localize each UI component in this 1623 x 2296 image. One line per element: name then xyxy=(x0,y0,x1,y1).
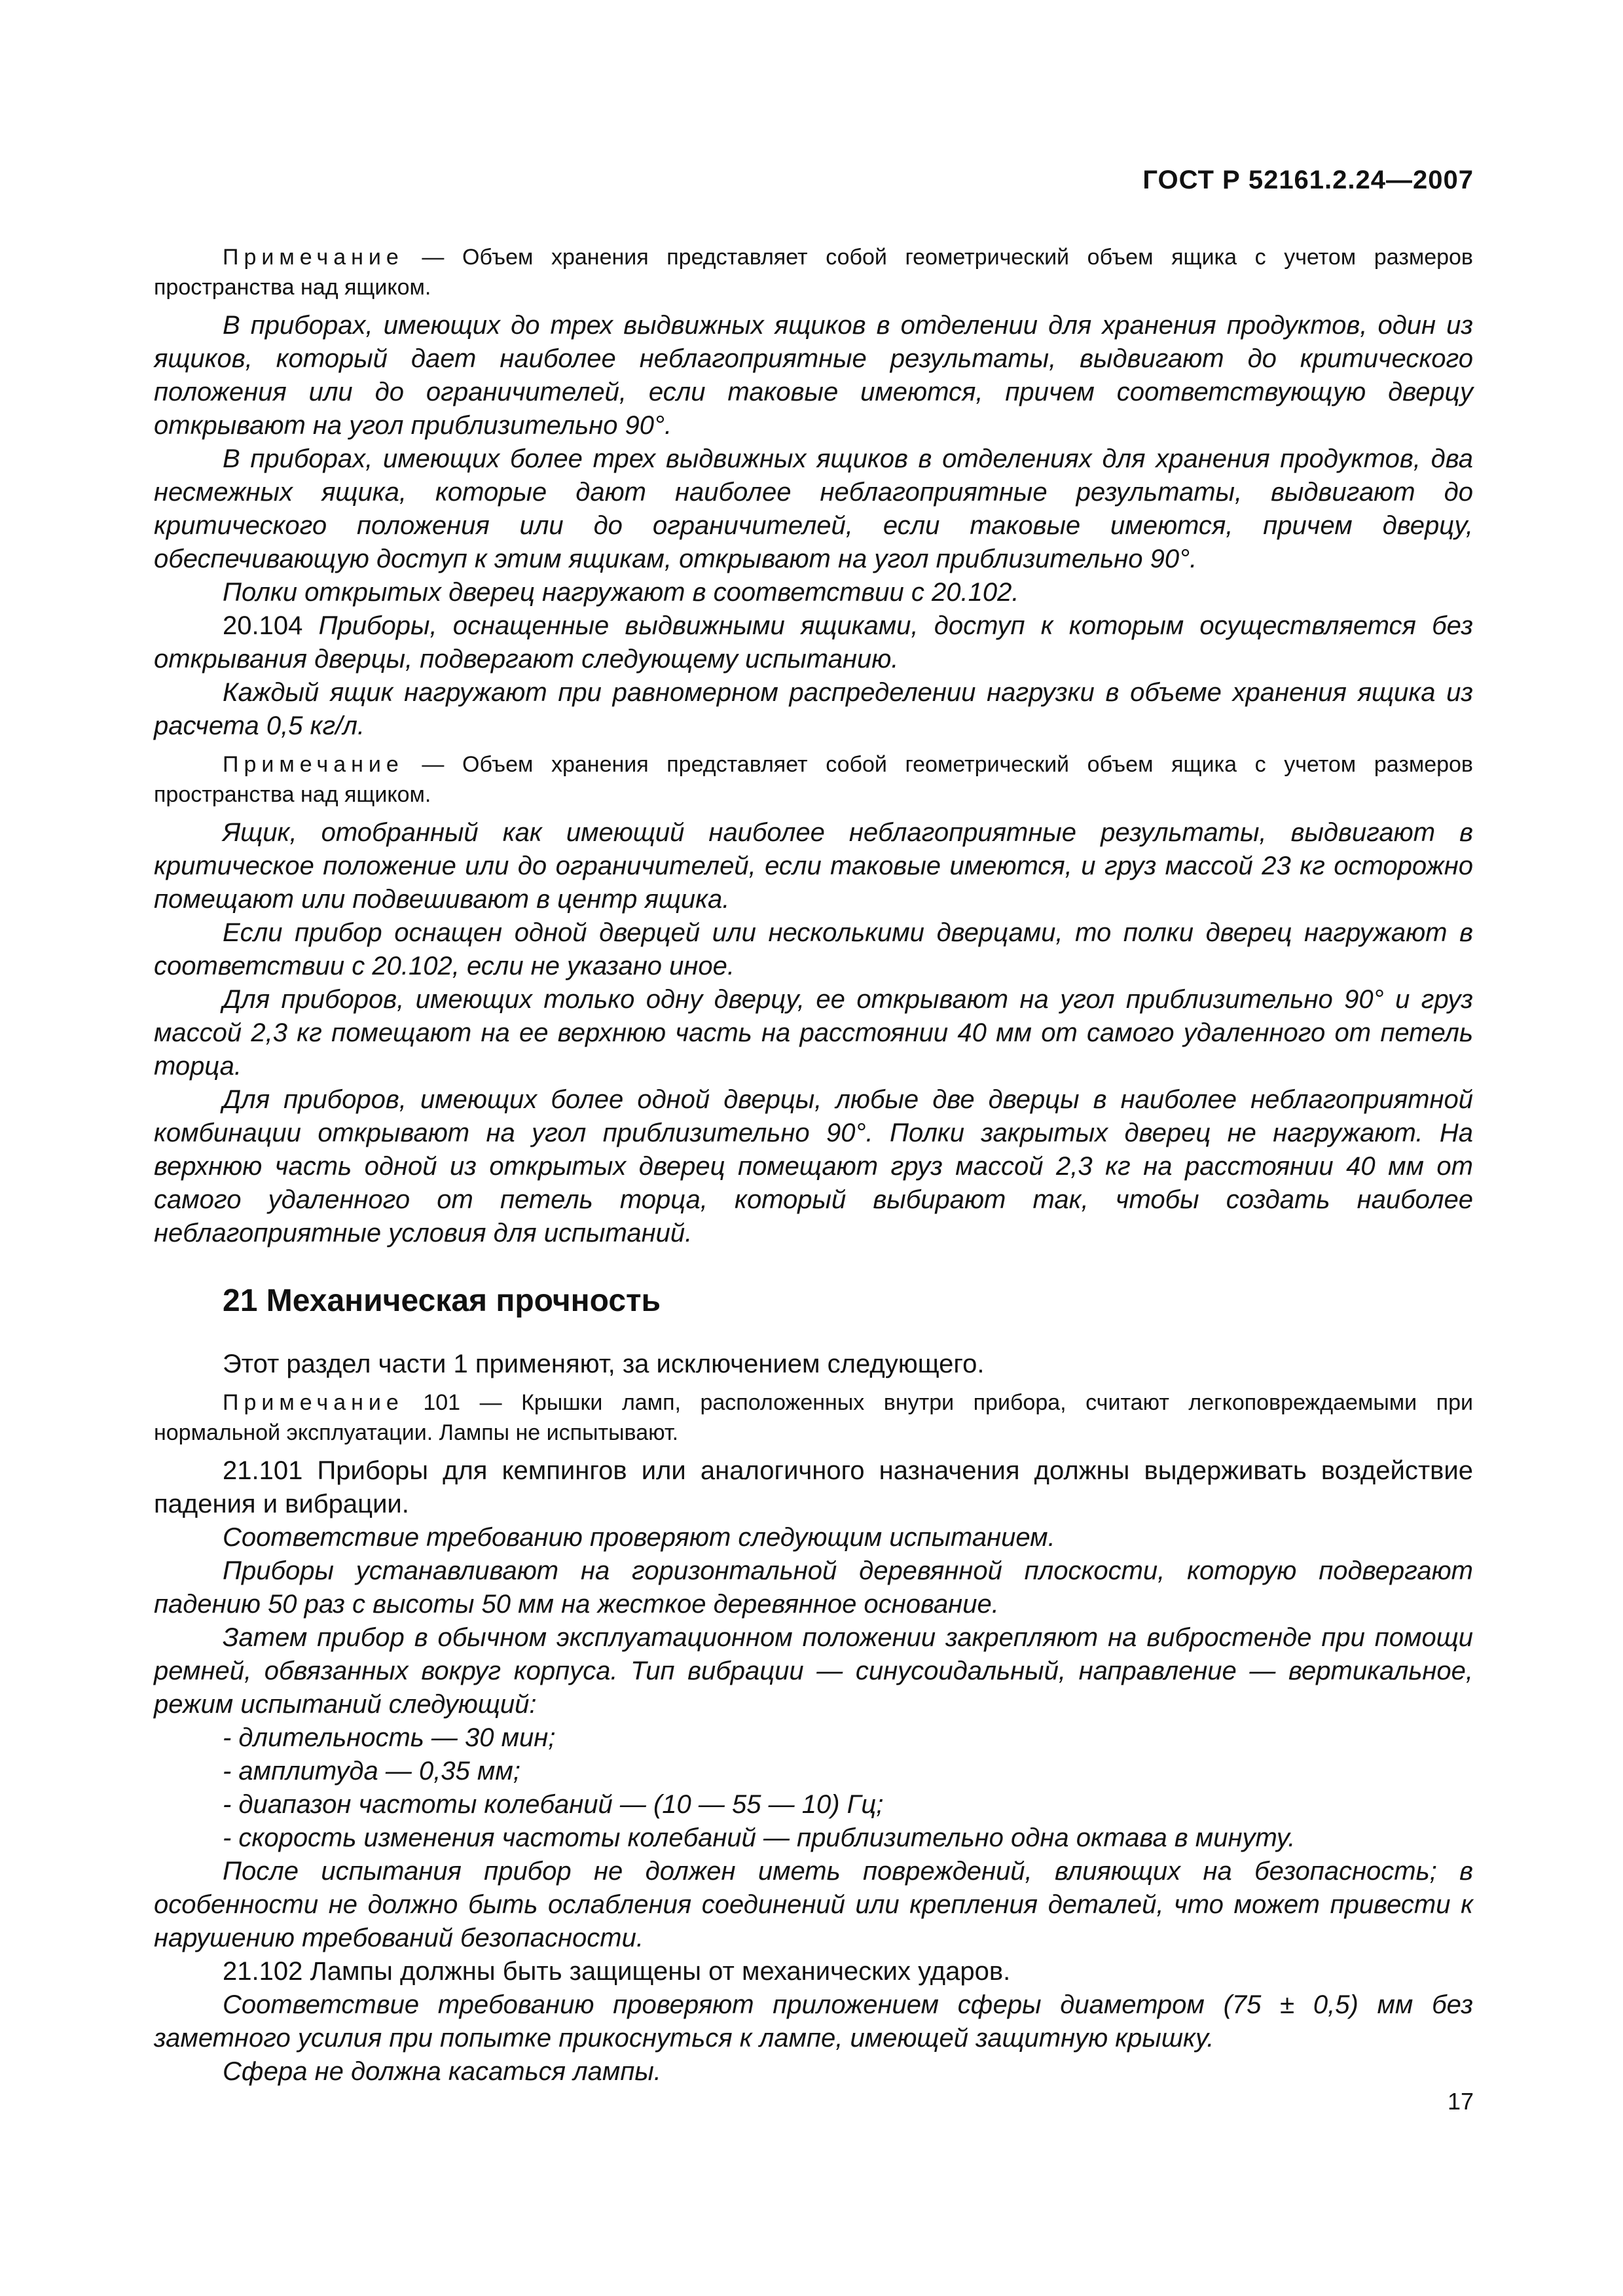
note-paragraph xyxy=(154,749,1473,810)
note-label: Примечание xyxy=(223,752,404,777)
page-number: 17 xyxy=(1447,2088,1474,2115)
note-label: Примечание xyxy=(223,1390,404,1415)
italic-paragraph: Для приборов, имеющих более одной дверцы, любые две дверцы в наиболее неблагоприятной комбинации открывают на угол приблизительно 90°. Полки закрытых дверец не нагружают. На верхнюю часть одной из открытых дверец помещают груз массой 2,3 кг на расстоянии 40 мм от самого удаленного от петель торца, который выбирают так, чтобы создать наиболее неблагоприятные условия для испытаний. xyxy=(154,1085,1473,1247)
paragraph: 21.102 Лампы должны быть защищены от механических ударов. xyxy=(223,1957,1011,1986)
text-group-mechanical-strength xyxy=(154,1348,1473,2089)
italic-paragraph: В приборах, имеющих до трех выдвижных ящиков в отделении для хранения продуктов, один из ящиков, который дает наиболее неблагоприятные результаты, выдвигают до критического положения или до ограничителей, если таковые имеются, причем соответствующую дверцу открывают на угол приблизительно 90°. xyxy=(154,311,1473,440)
italic-paragraph: После испытания прибор не должен иметь повреждений, влияющих на безопасность; в особенности не должно быть ослабления соединений или крепления деталей, что может привести к нарушению требований безопасности. xyxy=(154,1857,1473,1952)
numbered-paragraph xyxy=(154,609,1473,676)
note-paragraph xyxy=(154,242,1473,302)
italic-paragraph: - амплитуда — 0,35 мм; xyxy=(223,1757,520,1785)
italic-paragraph: Если прибор оснащен одной дверцей или несколькими дверцами, то полки дверец нагружают в соответствии с 20.102, если не указано иное. xyxy=(154,918,1473,980)
italic-paragraph: - диапазон частоты колебаний — (10 — 55 — 10) Гц; xyxy=(223,1790,884,1819)
italic-paragraph: - длительность — 30 мин; xyxy=(223,1723,556,1752)
note-text: 101 — Крышки ламп, расположенных внутри прибора, считают легкоповреждаемыми при нормальной эксплуатации. Лампы не испытывают. xyxy=(154,1390,1473,1445)
document-code: ГОСТ Р 52161.2.24—2007 xyxy=(1142,166,1474,194)
paragraph: 21.101 Приборы для кемпингов или аналогичного назначения должны выдерживать воздействие падения и вибрации. xyxy=(154,1456,1473,1518)
note-label: Примечание xyxy=(223,245,404,270)
section-heading: 21 Механическая прочность xyxy=(223,1283,661,1318)
page-content xyxy=(154,242,1473,2089)
italic-paragraph: В приборах, имеющих более трех выдвижных ящиков в отделениях для хранения продуктов, два несмежных ящика, которые дают наиболее неблагоприятные результаты, выдвигают до критического положения или до ограничителей, если таковые имеются, причем дверцу, обеспечивающую доступ к этим ящикам, открывают на угол приблизительно 90°. xyxy=(154,444,1473,573)
italic-paragraph: Соответствие требованию проверяют следующим испытанием. xyxy=(223,1523,1055,1552)
note-paragraph xyxy=(154,1388,1473,1448)
italic-paragraph: Затем прибор в обычном эксплуатационном положении закрепляют на вибростенде при помощи ремней, обвязанных вокруг корпуса. Тип вибрации — синусоидальный, направление — вертикальное, режим испытаний следующий: xyxy=(154,1623,1473,1719)
note-text: — Объем хранения представляет собой геометрический объем ящика с учетом размеров пространства над ящиком. xyxy=(154,752,1473,807)
italic-paragraph: - скорость изменения частоты колебаний — приблизительно одна октава в минуту. xyxy=(223,1823,1296,1852)
paragraph: Этот раздел части 1 применяют, за исключением следующего. xyxy=(223,1350,985,1378)
italic-paragraph: Каждый ящик нагружают при равномерном распределении нагрузки в объеме хранения ящика из расчета 0,5 кг/л. xyxy=(154,678,1473,740)
clause-text: Приборы, оснащенные выдвижными ящиками, доступ к которым осуществляется без открывания дверцы, подвергают следующему испытанию. xyxy=(154,611,1473,673)
italic-paragraph: Сфера не должна касаться лампы. xyxy=(223,2057,661,2086)
italic-paragraph: Ящик, отобранный как имеющий наиболее неблагоприятные результаты, выдвигают в критическое положение или до ограничителей, если таковые имеются, и груз массой 23 кг осторожно помещают или подвешивают в центр ящика. xyxy=(154,818,1473,914)
italic-paragraph: Полки открытых дверец нагружают в соответствии с 20.102. xyxy=(223,578,1019,607)
italic-paragraph: Приборы устанавливают на горизонтальной деревянной плоскости, которую подвергают падению 50 раз с высоты 50 мм на жесткое деревянное основание. xyxy=(154,1556,1473,1619)
text-group-drawers xyxy=(154,242,1473,1250)
italic-paragraph: Соответствие требованию проверяют приложением сферы диаметром (75 ± 0,5) мм без заметного усилия при попытке прикоснуться к лампе, имеющей защитную крышку. xyxy=(154,1990,1473,2053)
italic-paragraph: Для приборов, имеющих только одну дверцу, ее открывают на угол приблизительно 90° и груз массой 2,3 кг помещают на ее верхнюю часть на расстоянии 40 мм от самого удаленного от петель торца. xyxy=(154,985,1473,1081)
clause-number: 20.104 xyxy=(223,611,303,640)
note-text: — Объем хранения представляет собой геометрический объем ящика с учетом размеров пространства над ящиком. xyxy=(154,245,1473,300)
